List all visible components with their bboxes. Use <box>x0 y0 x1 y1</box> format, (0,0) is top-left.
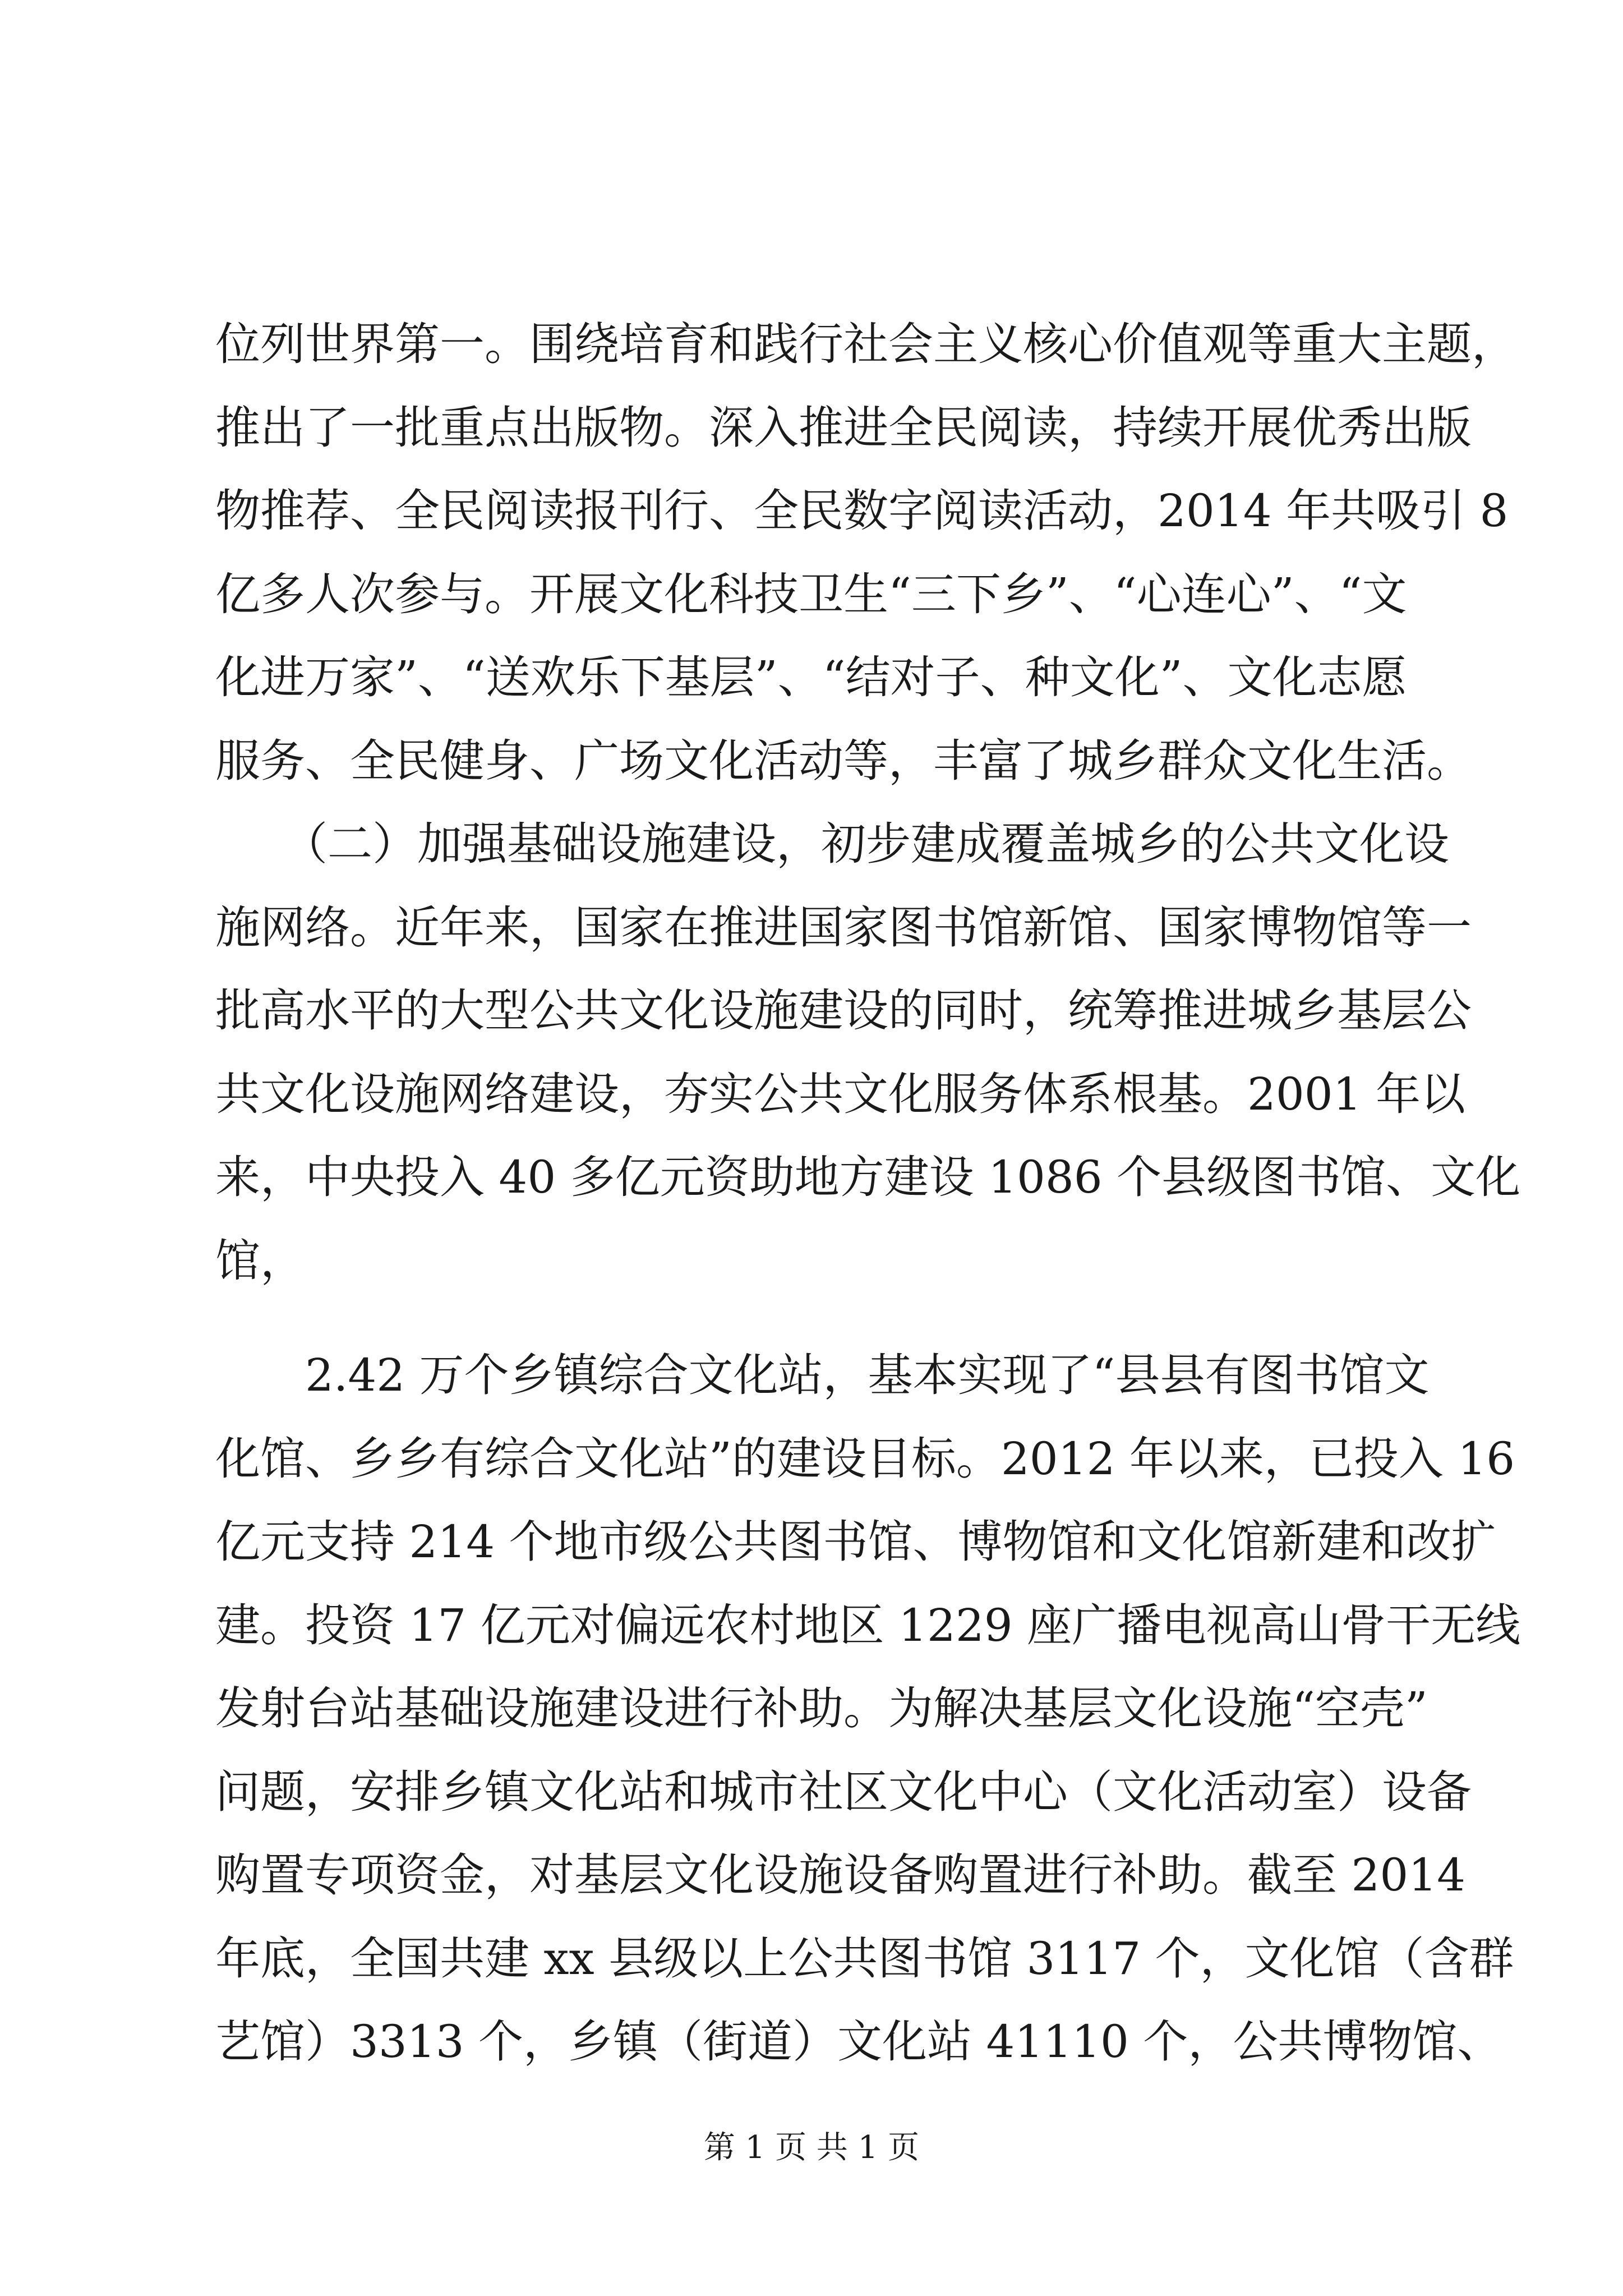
text-line: 来，中央投入 40 多亿元资助地方建设 1086 个县级图书馆、文化 <box>215 1151 1521 1203</box>
text-line: 年底，全国共建 xx 县级以上公共图书馆 3117 个，文化馆（含群 <box>215 1932 1514 1985</box>
text-line: 位列世界第一。围绕培育和践行社会主义核心价值观等重大主题， <box>215 318 1516 370</box>
text-line: 推出了一批重点出版物。深入推进全民阅读，持续开展优秀出版 <box>215 401 1472 454</box>
text-line: 亿元支持 214 个地市级公共图书馆、博物馆和文化馆新建和改扩 <box>215 1516 1496 1568</box>
text-line: （二）加强基础设施建设，初步建成覆盖城乡的公共文化设 <box>215 818 1449 870</box>
text-line: 2.42 万个乡镇综合文化站，基本实现了“县县有图书馆文 <box>215 1349 1430 1401</box>
text-line: 共文化设施网络建设，夯实公共文化服务体系根基。2001 年以 <box>215 1068 1466 1120</box>
text-line: 问题，安排乡镇文化站和城市社区文化中心（文化活动室）设备 <box>215 1765 1472 1818</box>
body-text <box>215 303 1521 2084</box>
text-line: 服务、全民健身、广场文化活动等，丰富了城乡群众文化生活。 <box>215 734 1472 787</box>
text-line: 施网络。近年来，国家在推进国家图书馆新馆、国家博物馆等一 <box>215 901 1472 954</box>
paragraph-gap <box>215 1303 1427 1334</box>
page-footer: 第 1 页 共 1 页 <box>703 2129 920 2166</box>
text-line: 馆， <box>215 1234 305 1287</box>
text-line: 建。投资 17 亿元对偏远农村地区 1229 座广播电视高山骨干无线 <box>215 1599 1521 1651</box>
text-line: 艺馆）3313 个，乡镇（街道）文化站 41110 个，公共博物馆、 <box>215 2016 1502 2068</box>
text-line: 批高水平的大型公共文化设施建设的同时，统筹推进城乡基层公 <box>215 984 1472 1037</box>
text-line: 发射台站基础设施建设进行补助。为解决基层文化设施“空壳” <box>215 1682 1428 1734</box>
text-line: 物推荐、全民阅读报刊行、全民数字阅读活动，2014 年共吸引 8 <box>215 485 1509 537</box>
text-line: 化馆、乡乡有综合文化站”的建设目标。2012 年以来，已投入 16 <box>215 1432 1515 1485</box>
text-line: 化进万家”、“送欢乐下基层”、“结对子、种文化”、文化志愿 <box>215 651 1407 703</box>
text-line: 亿多人次参与。开展文化科技卫生“三下乡”、“心连心”、“文 <box>215 568 1407 620</box>
text-line: 购置专项资金，对基层文化设施设备购置进行补助。截至 2014 <box>215 1849 1466 1901</box>
